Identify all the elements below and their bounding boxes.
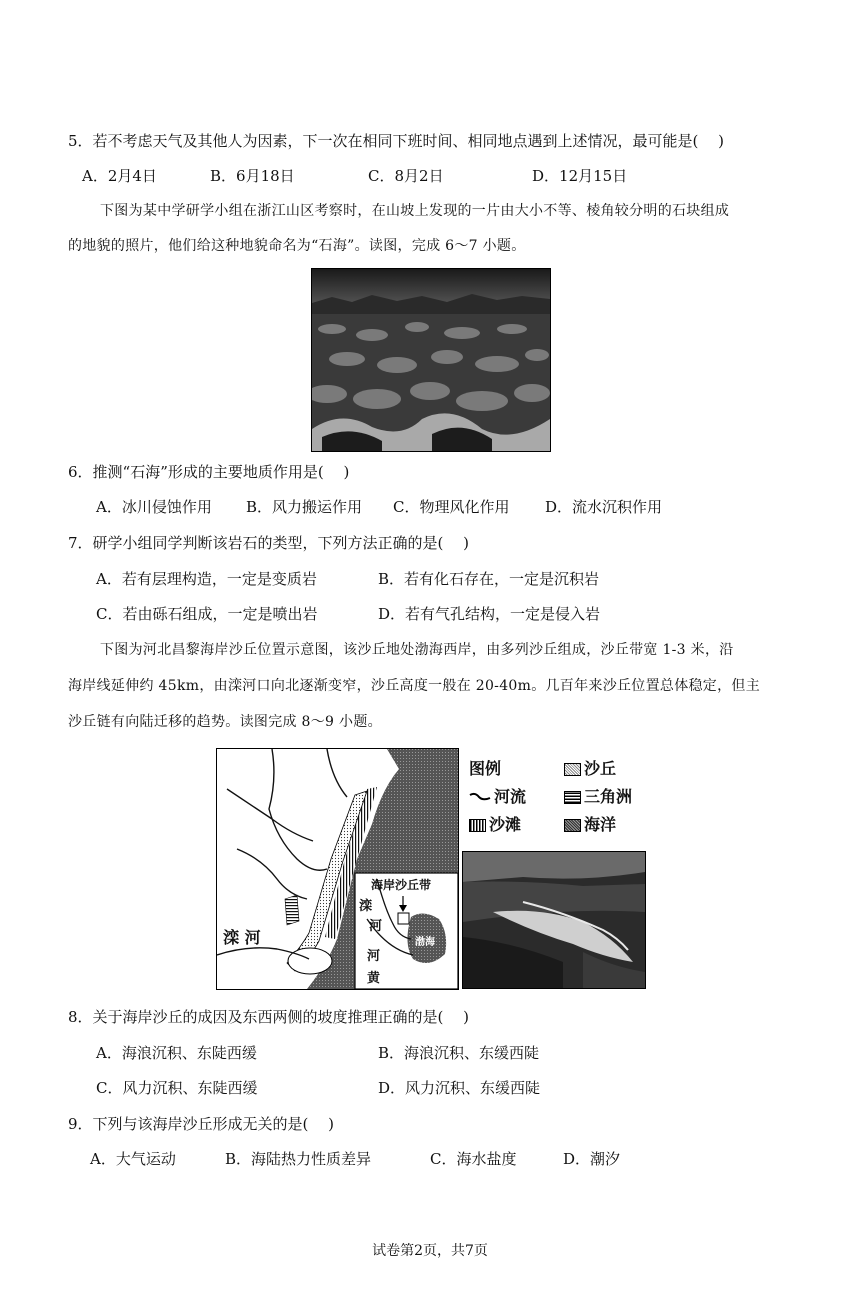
q9-option-d: D．潮汐 (563, 1150, 621, 1168)
legend-river: 河流 (469, 787, 526, 807)
river-symbol-icon (469, 791, 491, 803)
q9-stem: 9．下列与该海岸沙丘形成无关的是( ) (68, 1115, 335, 1133)
legend-title: 图例 (469, 759, 502, 778)
map-inset-luan: 滦 (359, 899, 373, 914)
coastal-dune-map (216, 748, 459, 990)
intro-6-7-line2: 的地貌的照片，他们给这种地貌命名为“石海”。读图，完成 6～7 小题。 (68, 238, 526, 254)
legend-beach: 沙滩 (469, 815, 521, 835)
map-inset-he2: 河 (367, 949, 381, 964)
q5-option-d: D．12月15日 (532, 167, 628, 185)
legend-dune: 沙丘 (564, 759, 616, 779)
q6-option-a: A．冰川侵蚀作用 (96, 498, 212, 516)
map-inset-coast-label: 海岸沙丘带 (371, 878, 432, 892)
q5-stem: 5．若不考虑天气及其他人为因素，下一次在相同下班时间、相同地点遇到上述情况，最可能是( ) (68, 132, 725, 150)
delta-swatch-icon (564, 791, 581, 804)
q6-stem: 6．推测“石海”形成的主要地质作用是( ) (68, 463, 350, 481)
q7-option-d: D．若有气孔结构，一定是侵入岩 (378, 605, 601, 623)
q5-option-c: C．8月2日 (368, 167, 444, 185)
intro-6-7-line1: 下图为某中学研学小组在浙江山区考察时，在山坡上发现的一片由大小不等、棱角较分明的石块组成 (100, 203, 730, 219)
q8-option-d: D．风力沉积、东缓西陡 (378, 1079, 541, 1097)
dune-swatch-icon (564, 763, 581, 776)
q6-option-d: D．流水沉积作用 (545, 498, 663, 516)
map-legend (466, 755, 646, 835)
legend-sea: 海洋 (564, 815, 616, 835)
map-river-label: 滦 河 (223, 928, 261, 947)
sea-swatch-icon (564, 819, 581, 832)
intro-8-9-line2: 海岸线延伸约 45km，由滦河口向北逐渐变窄，沙丘高度一般在 20-40m。几百年来沙丘位置总体稳定，但主 (68, 678, 761, 694)
map-inset-he1: 河 (369, 919, 383, 934)
intro-8-9-line3: 沙丘链有向陆迁移的趋势。读图完成 8～9 小题。 (68, 714, 382, 730)
q6-option-b: B．风力搬运作用 (246, 498, 363, 516)
q8-option-b: B．海浪沉积、东缓西陡 (378, 1044, 540, 1062)
beach-swatch-icon (469, 819, 486, 832)
q9-option-b: B．海陆热力性质差异 (225, 1150, 372, 1168)
q5-option-b: B．6月18日 (210, 167, 295, 185)
q7-stem: 7．研学小组同学判断该岩石的类型，下列方法正确的是( ) (68, 534, 470, 552)
q6-option-c: C．物理风化作用 (393, 498, 510, 516)
q7-option-b: B．若有化石存在，一定是沉积岩 (378, 570, 600, 588)
q7-option-a: A．若有层理构造，一定是变质岩 (96, 570, 317, 588)
q5-option-a: A．2月4日 (82, 167, 157, 185)
legend-delta: 三角洲 (564, 787, 632, 807)
q8-option-c: C．风力沉积、东陡西缓 (96, 1079, 258, 1097)
q9-option-a: A．大气运动 (90, 1150, 176, 1168)
q7-option-c: C．若由砾石组成，一定是喷出岩 (96, 605, 318, 623)
map-inset-huang: 黄 (367, 971, 381, 986)
intro-8-9-line1: 下图为河北昌黎海岸沙丘位置示意图，该沙丘地处渤海西岸，由多列沙丘组成，沙丘带宽 1-3 米，沿 (100, 642, 734, 658)
q8-option-a: A．海浪沉积、东陡西缓 (96, 1044, 257, 1062)
map-inset-bohai: 渤海 (415, 937, 435, 948)
stone-sea-photo (311, 268, 551, 452)
q8-stem: 8．关于海岸沙丘的成因及东西两侧的坡度推理正确的是( ) (68, 1008, 470, 1026)
coastal-dune-photo (462, 851, 646, 989)
page-footer: 试卷第2页，共7页 (372, 1243, 488, 1259)
q9-option-c: C．海水盐度 (430, 1150, 517, 1168)
